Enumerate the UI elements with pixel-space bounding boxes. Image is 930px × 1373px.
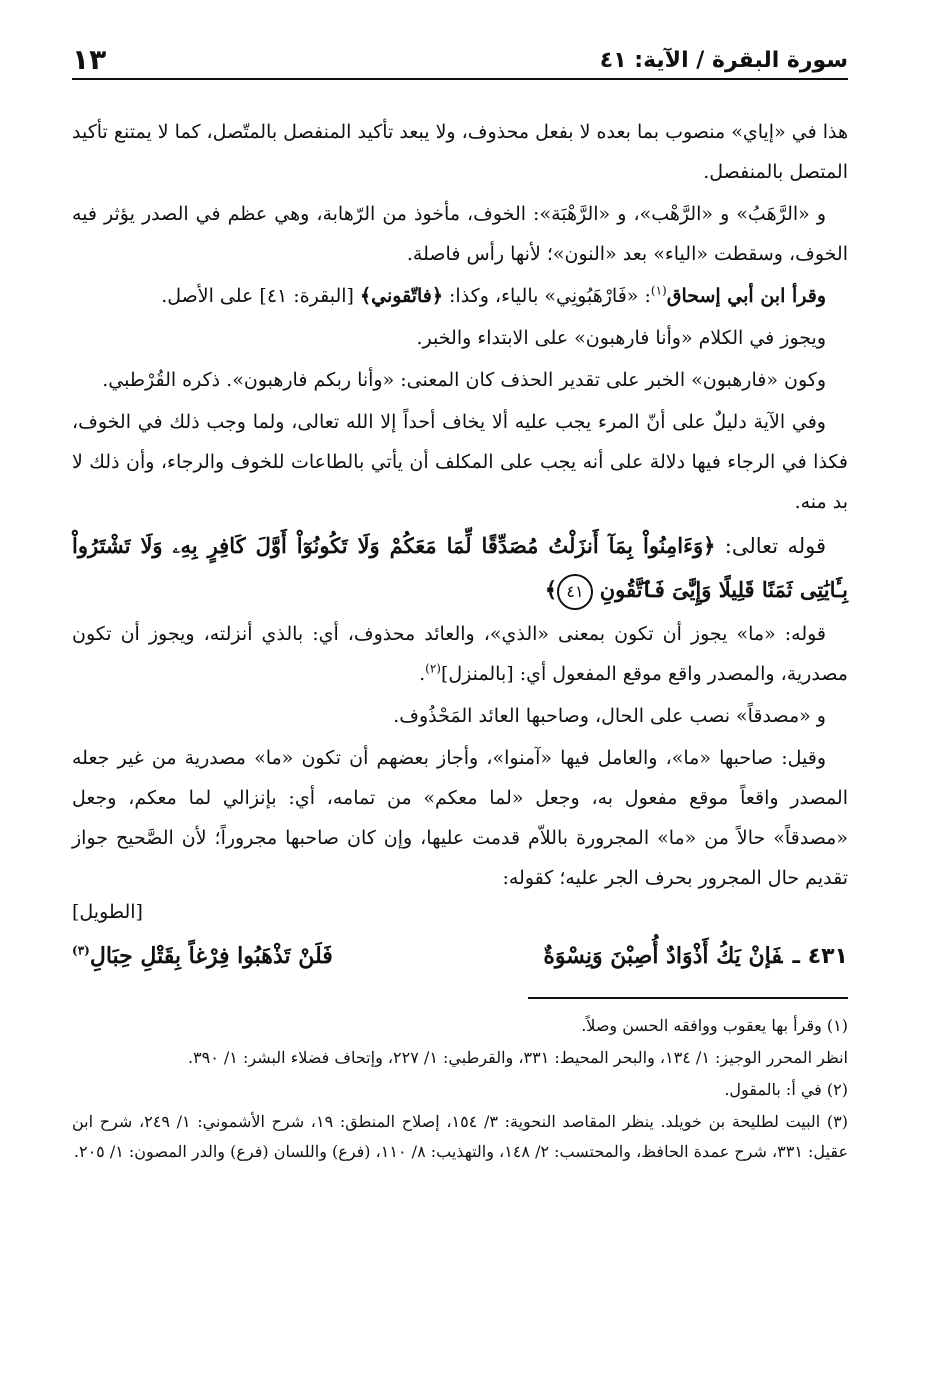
- meter-label: [الطويل]: [72, 901, 143, 923]
- paragraph-9: وقيل: صاحبها «ما»، والعامل فيها «آمنوا»، وأجاز بعضهم أن تكون «ما» مصدرية من غير جعله المصدر واقعاً موقع مفعول به، وجعل «لما معكم» من تمامه، أي: بإنزالي لما معكم، وجعل «مصدقاً» حالاً من «ما» المجرورة باللاّم قدمت عليها، وإن كان صاحبها مجروراً؛ لأن الصَّحيح جواز تقديم حال المجرور بحرف الجر عليه؛ كقوله:: [72, 747, 848, 889]
- page-number: ١٣: [72, 43, 107, 76]
- poem-second-half: [72, 934, 333, 978]
- verse-block: [72, 524, 848, 612]
- footnote-1-continued: انظر المحرر الوجيز: ١/ ١٣٤، والبحر المحيط: ٣٣١، والقرطبي: ١/ ٢٢٧، وإتحاف فضلاء البشر: ١/ ٣٩٠.: [187, 1048, 848, 1067]
- footnote-ref-3: (٣): [72, 943, 90, 958]
- poem-second-half-text: فَلَنْ تَذْهَبُوا فِرْغاً بِقَتْلِ حِبَالِ: [89, 943, 333, 969]
- paragraph-3-middle: : «فَارْهَبُونِي» بالياء، وكذا:: [442, 285, 651, 307]
- verse-text: ﴿وَءَامِنُواْ بِمَآ أَنزَلْتُ مُصَدِّقًا لِّمَا مَعَكُمْ وَلَا تَكُونُوٓاْ أَوَّلَ كَافِرٍ بِهِۦ وَلَا تَشْتَرُواْ بِـَٔايَٰتِى ثَمَنًا قَلِيلًا وَإِيَّٰىَ فَٱتَّقُونِ: [72, 533, 848, 602]
- paragraph-1: هذا في «إياي» منصوب بما بعده لا بفعل محذوف، ولا يبعد تأكيد المنفصل بالمتّصل، كما لا يمتنع تأكيد المتصل بالمنفصل.: [72, 121, 848, 183]
- paragraph-3: [72, 276, 848, 316]
- ayah-number-mark: ٤١: [557, 574, 593, 610]
- paragraph-5: وكون «فارهبون» الخبر على تقدير الحذف كان المعنى: «وأنا ربكم فارهبون». ذكره القُرْطبي.: [102, 369, 826, 391]
- footnote-ref-1: (١): [650, 283, 667, 298]
- paragraph-2: و «الرَّهَبُ» و «الرَّهْب»، و «الرَّهْبَة»: الخوف، مأخوذ من الرّهابة، وهي عظم في الصدر يؤثر فيه الخوف، وسقطت «الياء» بعد «النون»؛ لأنها رأس فاصلة.: [72, 203, 848, 265]
- reader-name: وقرأ ابن أبي إسحاق: [666, 285, 826, 307]
- poem-first-half-text: فَإنْ يَكُ أَذْوَادٌ أُصِبْنَ وَنِسْوَةٌ: [543, 943, 783, 969]
- paragraph-3-end: [البقرة: ٤١] على الأصل.: [161, 285, 360, 307]
- running-header: [72, 40, 848, 80]
- footnotes: [72, 1011, 848, 1167]
- paragraph-4: ويجوز في الكلام «وأنا فارهبون» على الابتداء والخبر.: [416, 327, 826, 349]
- running-title: سورة البقرة / الآية: ٤١: [590, 48, 848, 74]
- footnote-2: (٢) في أ: بالمقول.: [724, 1080, 848, 1099]
- quran-quote: ﴿فاتّقوني﴾: [360, 285, 443, 307]
- footnote-3: (٣) البيت لطليحة بن خويلد. ينظر المقاصد النحوية: ٣/ ١٥٤، إصلاح المنطق: ١٩، شرح الأشموني: ١/ ٢٤٩، شرح ابن عقيل: ٣٣١، شرح عمدة الحافظ، والمحتسب: ٢/ ١٤٨، والتهذيب: ٨/ ١١٠، (فرع) واللسان (فرع) والدر المصون: ١/ ٢٠٥.: [72, 1112, 849, 1161]
- footnote-ref-2: (٢): [425, 661, 441, 676]
- verse-lead: قوله تعالى:: [715, 534, 826, 558]
- paragraph-6: وفي الآية دليلٌ على أنّ المرء يجب عليه ألا يخاف أحداً إلا الله تعالى، ولما وجب ذلك في الخوف، فكذا في الرجاء فيها دلالة على أنه يجب على المكلف أن يأتي بالطاعات للخوف والرجاء، وأن ذلك لا بد منه.: [72, 411, 848, 513]
- paragraph-7-text: قوله: «ما» يجوز أن تكون بمعنى «الذي»، والعائد محذوف، أي: بالذي أنزلته، ويجوز أن تكون مصدرية، والمصدر واقع موقع المفعول أي: [بالمنزل]: [72, 623, 848, 685]
- poem-number: ٤٣١ ـ: [792, 944, 848, 969]
- poem-first-half: [543, 934, 848, 979]
- paragraph-8: و «مصدقاً» نصب على الحال، وصاحبها العائد المَحْذُوف.: [393, 705, 826, 727]
- footnote-divider: [528, 997, 848, 999]
- paragraph-7-end: .: [419, 663, 426, 685]
- paragraph-7: [72, 614, 848, 694]
- poem-verse: [72, 934, 848, 979]
- main-text: [72, 112, 848, 979]
- book-page: [72, 40, 848, 1333]
- footnote-1: (١) وقرأ بها يعقوب ووافقه الحسن وصلاً.: [581, 1016, 848, 1035]
- verse-close-bracket: ﴾: [544, 577, 557, 602]
